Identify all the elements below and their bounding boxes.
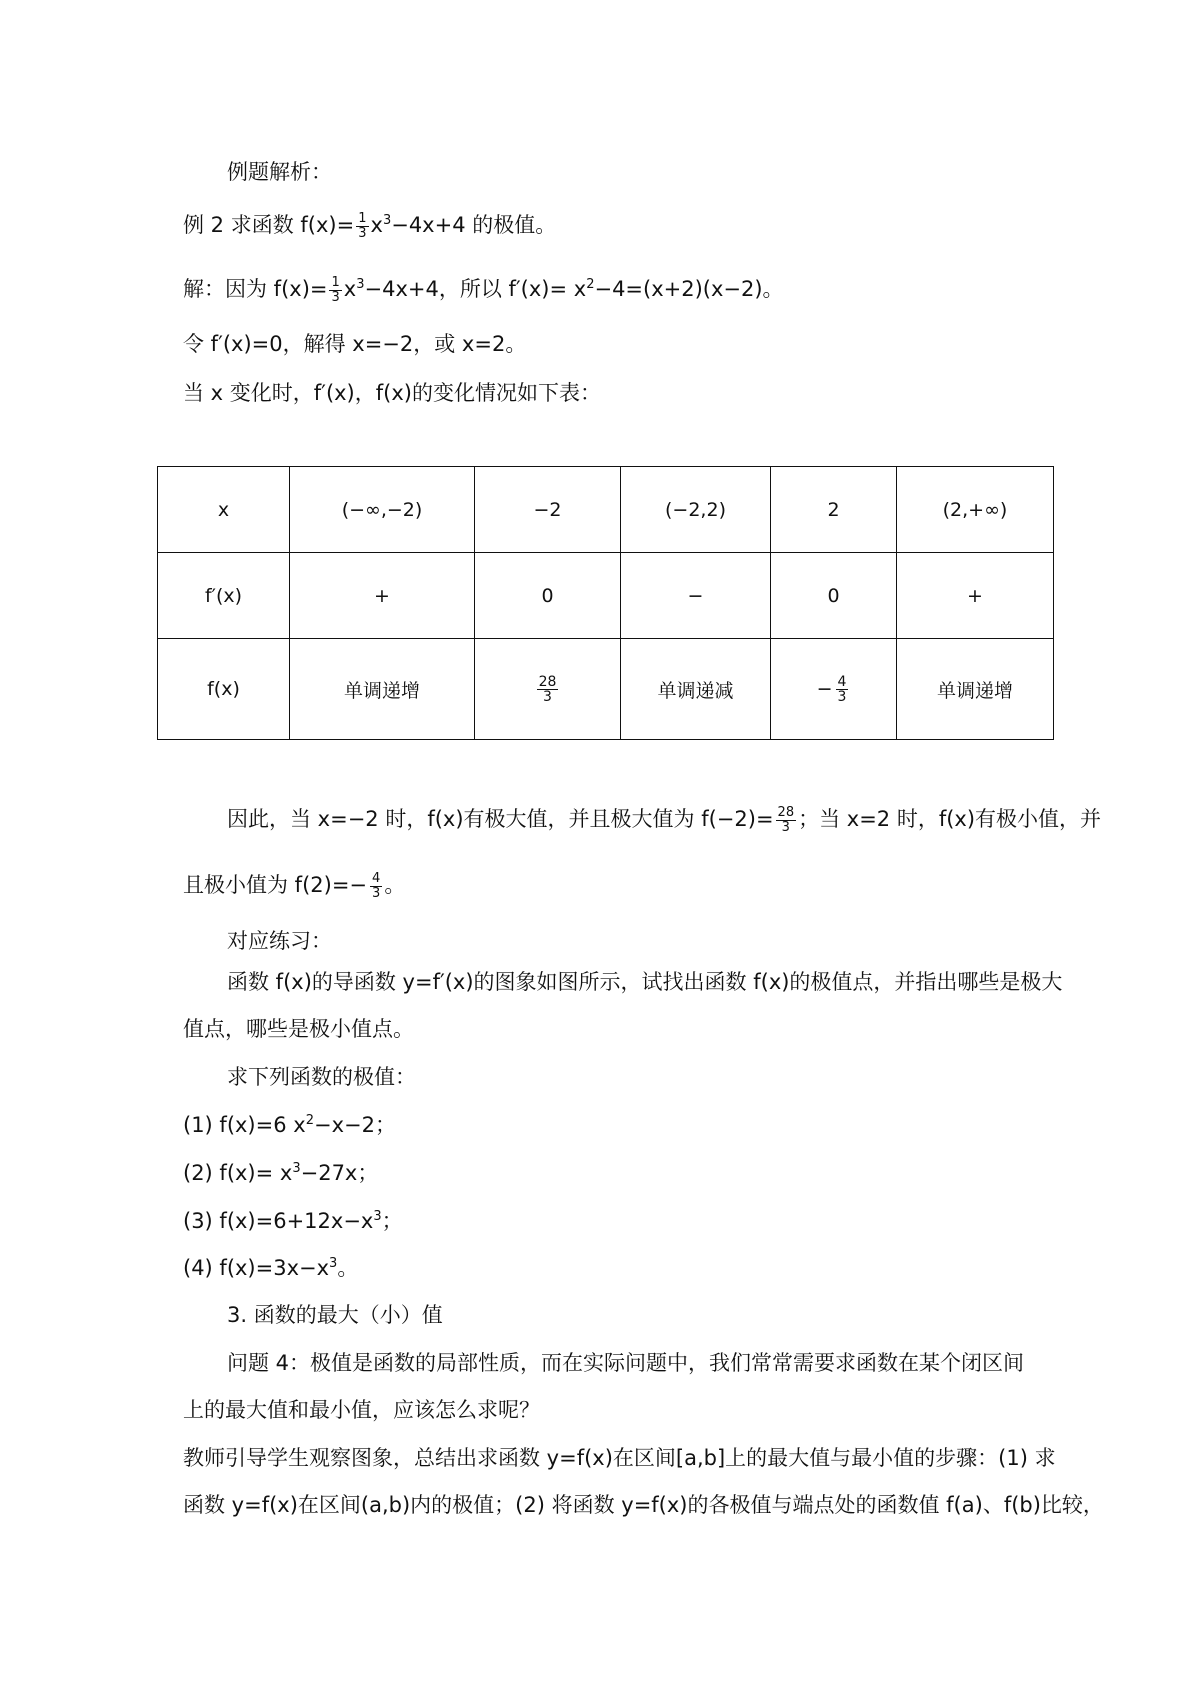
table-cell: −2	[475, 467, 621, 553]
table-cell: 单调递增	[897, 639, 1054, 740]
conclusion-fraction-2: $\frac{4}{3}$	[372, 870, 381, 901]
example-text-pre: 求函数 f(x)=	[230, 213, 355, 237]
table-cell: 单调递增	[290, 639, 475, 740]
solution-line: 解：因为 f(x)= $\frac{1}{3}$ $x^3-4x+4$，所以 $f'(x)= x^2-4=(x+2)(x-2)$。	[183, 274, 784, 305]
table-cell: − $\frac{4}{3}$	[771, 639, 897, 740]
table-cell: (2,+∞)	[897, 467, 1054, 553]
table-intro-line: 当 x 变化时，f′(x)，f(x)的变化情况如下表：	[183, 381, 601, 405]
table-row	[158, 553, 1054, 639]
table-cell: $\frac{28}{3}$	[475, 639, 621, 740]
example-heading: 例题解析：	[227, 160, 332, 184]
table-cell: −	[621, 553, 771, 639]
table-cell: f′(x)	[158, 553, 290, 639]
table-cell: x	[158, 467, 290, 553]
exercise-2: (2) $f(x)= x^3-27x$；	[183, 1161, 379, 1185]
table-row	[158, 639, 1054, 740]
exercise-3: (3) $f(x)=6+12x-x^3$；	[183, 1209, 403, 1233]
table-cell: f(x)	[158, 639, 290, 740]
solve-roots-line: 令 f′(x)=0，解得 x=−2，或 x=2。	[183, 332, 527, 356]
table-cell: +	[290, 553, 475, 639]
table-cell: (−2,2)	[621, 467, 771, 553]
solution-fraction: $\frac{1}{3}$	[331, 274, 340, 305]
practice-heading: 对应练习：	[227, 929, 332, 953]
conclusion-line-2: 且极小值为 f(2)=− $\frac{4}{3}$ 。	[183, 870, 406, 901]
practice-text-1: 函数 f(x)的导函数 y=f′(x)的图象如图所示，试找出函数 f(x)的极值点，并指出哪些是极大	[227, 970, 1063, 994]
section-heading: 3. 函数的最大（小）值	[227, 1303, 443, 1327]
example-fraction: $\frac{1}{3}$	[358, 210, 367, 241]
table-cell: 0	[475, 553, 621, 639]
exercise-4: (4) $f(x)=3x-x^3$。	[183, 1256, 359, 1280]
variation-table	[157, 466, 1054, 740]
question-line-2: 上的最大值和最小值，应该怎么求呢？	[183, 1398, 540, 1422]
teacher-line-1: 教师引导学生观察图象，总结出求函数 y=f(x)在区间[a,b]上的最大值与最小值的步骤：(1) 求	[183, 1446, 1056, 1470]
table-cell: 单调递减	[621, 639, 771, 740]
question-line-1: 问题 4：极值是函数的局部性质，而在实际问题中，我们常常需要求函数在某个闭区间	[227, 1351, 1025, 1375]
table-row	[158, 467, 1054, 553]
conclusion-fraction-1: $\frac{28}{3}$	[777, 804, 795, 835]
exercise-heading: 求下列函数的极值：	[227, 1065, 416, 1089]
table-cell: 2	[771, 467, 897, 553]
table-cell: 0	[771, 553, 897, 639]
table-cell: +	[897, 553, 1054, 639]
conclusion-line-1: 因此，当 x=−2 时，f(x)有极大值，并且极大值为 f(−2)= $\frac{28}{3}$ ；当 x=2 时，f(x)有极小值，并	[227, 804, 1102, 835]
practice-text-2: 值点，哪些是极小值点。	[183, 1017, 414, 1041]
example-label: 例 2	[183, 213, 225, 237]
example-problem: 例 2 求函数 f(x)= $\frac{1}{3}$ $x^3-4x+4$ 的极值。	[183, 210, 557, 241]
table-cell: (−∞,−2)	[290, 467, 475, 553]
teacher-line-2: 函数 y=f(x)在区间(a,b)内的极值；(2) 将函数 y=f(x)的各极值与端点处的函数值 f(a)、f(b)比较，	[183, 1493, 1104, 1517]
exercise-1: (1) f(x)=6 $x^2-x-2$；	[183, 1113, 396, 1137]
